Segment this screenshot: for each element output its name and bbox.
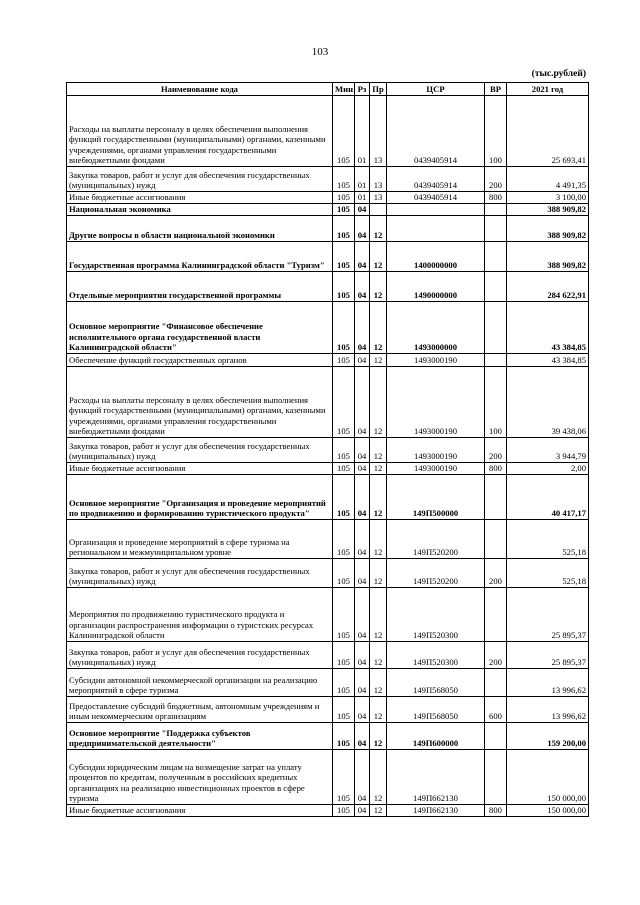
table-row	[67, 588, 589, 642]
cell-amount: 3 944,79	[507, 438, 589, 463]
cell-csr	[387, 216, 485, 242]
cell-pr: 12	[370, 216, 387, 242]
cell-pr: 12	[370, 354, 387, 367]
cell-min: 105	[333, 272, 355, 302]
cell-name: Субсидии автономной некоммерческой организации на реализацию мероприятий в сфере туризма	[67, 669, 333, 697]
cell-rz: 04	[355, 204, 370, 216]
header-rz: Рз	[355, 83, 370, 96]
cell-min: 105	[333, 367, 355, 438]
cell-min: 105	[333, 167, 355, 192]
cell-rz: 01	[355, 96, 370, 167]
cell-pr: 12	[370, 805, 387, 817]
cell-vr	[485, 475, 507, 520]
cell-amount: 13 996,62	[507, 669, 589, 697]
cell-vr	[485, 302, 507, 354]
cell-rz: 04	[355, 367, 370, 438]
cell-min: 105	[333, 723, 355, 750]
cell-vr	[485, 204, 507, 216]
cell-amount: 25 895,37	[507, 588, 589, 642]
cell-name: Закупка товаров, работ и услуг для обеспечения государственных (муниципальных) нужд	[67, 559, 333, 588]
cell-vr	[485, 216, 507, 242]
table-row	[67, 697, 589, 723]
cell-min: 105	[333, 805, 355, 817]
table-row	[67, 520, 589, 559]
cell-name: Иные бюджетные ассигнования	[67, 463, 333, 475]
cell-amount: 2,00	[507, 463, 589, 475]
cell-min: 105	[333, 669, 355, 697]
cell-name: Обеспечение функций государственных органов	[67, 354, 333, 367]
cell-min: 105	[333, 559, 355, 588]
cell-min: 105	[333, 520, 355, 559]
cell-vr: 800	[485, 463, 507, 475]
cell-amount: 4 491,35	[507, 167, 589, 192]
table-row	[67, 302, 589, 354]
cell-amount: 25 693,41	[507, 96, 589, 167]
cell-name: Мероприятия по продвижению туристического продукта и организации распространения информации о туристских ресурсах Калининградской области	[67, 588, 333, 642]
cell-rz: 04	[355, 750, 370, 805]
header-csr: ЦСР	[387, 83, 485, 96]
cell-csr: 1493000190	[387, 438, 485, 463]
cell-amount: 150 000,00	[507, 750, 589, 805]
header-pr: Пр	[370, 83, 387, 96]
cell-amount: 40 417,17	[507, 475, 589, 520]
cell-pr	[370, 204, 387, 216]
cell-rz: 04	[355, 520, 370, 559]
cell-min: 105	[333, 463, 355, 475]
table-row	[67, 167, 589, 192]
table-row	[67, 96, 589, 167]
cell-rz: 04	[355, 805, 370, 817]
cell-rz: 04	[355, 475, 370, 520]
cell-rz: 04	[355, 272, 370, 302]
cell-min: 105	[333, 242, 355, 272]
cell-vr: 600	[485, 697, 507, 723]
table-row	[67, 463, 589, 475]
cell-rz: 04	[355, 559, 370, 588]
cell-name: Основное мероприятие "Финансовое обеспечение исполнительного органа государственной власти Калининградской области"	[67, 302, 333, 354]
cell-rz: 04	[355, 723, 370, 750]
cell-csr: 149П662130	[387, 750, 485, 805]
cell-rz: 04	[355, 697, 370, 723]
cell-min: 105	[333, 204, 355, 216]
cell-min: 105	[333, 96, 355, 167]
cell-rz: 04	[355, 588, 370, 642]
page-number: 103	[311, 46, 329, 58]
table-row	[67, 750, 589, 805]
cell-amount: 388 909,82	[507, 204, 589, 216]
cell-pr: 13	[370, 96, 387, 167]
cell-name: Закупка товаров, работ и услуг для обеспечения государственных (муниципальных) нужд	[67, 642, 333, 669]
cell-rz: 04	[355, 463, 370, 475]
cell-name: Субсидии юридическим лицам на возмещение затрат на уплату процентов по кредитам, полученным в российских кредитных организациях на реализацию инвестиционных проектов в сфере туризма	[67, 750, 333, 805]
cell-name: Организация и проведение мероприятий в сфере туризма на региональном и межмуниципальном уровне	[67, 520, 333, 559]
cell-name: Иные бюджетные ассигнования	[67, 805, 333, 817]
cell-csr: 149П600000	[387, 723, 485, 750]
cell-amount: 39 438,06	[507, 367, 589, 438]
cell-name: Государственная программа Калининградской области "Туризм"	[67, 242, 333, 272]
cell-name: Закупка товаров, работ и услуг для обеспечения государственных (муниципальных) нужд	[67, 438, 333, 463]
cell-pr: 12	[370, 559, 387, 588]
cell-name: Предоставление субсидий бюджетным, автономным учреждениям и иным некоммерческим организациям	[67, 697, 333, 723]
cell-min: 105	[333, 302, 355, 354]
cell-pr: 12	[370, 475, 387, 520]
cell-csr: 149П568050	[387, 669, 485, 697]
cell-csr: 1490000000	[387, 272, 485, 302]
cell-amount: 43 384,85	[507, 354, 589, 367]
cell-pr: 12	[370, 642, 387, 669]
cell-amount: 159 200,00	[507, 723, 589, 750]
cell-min: 105	[333, 438, 355, 463]
cell-amount: 388 909,82	[507, 242, 589, 272]
cell-pr: 13	[370, 167, 387, 192]
cell-min: 105	[333, 475, 355, 520]
cell-csr: 1400000000	[387, 242, 485, 272]
header-vr: ВР	[485, 83, 507, 96]
cell-name: Другие вопросы в области национальной экономики	[67, 216, 333, 242]
cell-csr: 149П520200	[387, 520, 485, 559]
table-row	[67, 272, 589, 302]
cell-rz: 01	[355, 192, 370, 204]
table-row	[67, 559, 589, 588]
cell-vr	[485, 520, 507, 559]
cell-min: 105	[333, 588, 355, 642]
cell-min: 105	[333, 750, 355, 805]
table-row	[67, 438, 589, 463]
cell-amount: 13 996,62	[507, 697, 589, 723]
cell-amount: 150 000,00	[507, 805, 589, 817]
cell-vr: 100	[485, 367, 507, 438]
cell-rz: 04	[355, 302, 370, 354]
cell-min: 105	[333, 642, 355, 669]
cell-pr: 12	[370, 438, 387, 463]
table-row	[67, 242, 589, 272]
header-year: 2021 год	[507, 83, 589, 96]
table-row	[67, 669, 589, 697]
cell-pr: 12	[370, 588, 387, 642]
cell-csr: 0439405914	[387, 96, 485, 167]
cell-amount: 3 100,00	[507, 192, 589, 204]
cell-rz: 04	[355, 354, 370, 367]
table-row	[67, 367, 589, 438]
cell-min: 105	[333, 216, 355, 242]
cell-csr: 149П520300	[387, 588, 485, 642]
cell-pr: 12	[370, 367, 387, 438]
table-row	[67, 204, 589, 216]
cell-name: Основное мероприятие "Поддержка субъектов предпринимательской деятельности"	[67, 723, 333, 750]
cell-vr	[485, 669, 507, 697]
cell-rz: 04	[355, 242, 370, 272]
cell-rz: 04	[355, 216, 370, 242]
cell-pr: 12	[370, 272, 387, 302]
cell-vr: 200	[485, 438, 507, 463]
cell-vr: 200	[485, 167, 507, 192]
cell-name: Расходы на выплаты персоналу в целях обеспечения выполнения функций государственными (муниципальными) органами, казенными учреждениями, органами управления государственными внебюджетными фондами	[67, 367, 333, 438]
cell-vr	[485, 723, 507, 750]
cell-csr: 149П520200	[387, 559, 485, 588]
cell-csr: 1493000190	[387, 354, 485, 367]
cell-vr	[485, 588, 507, 642]
cell-csr: 149П520300	[387, 642, 485, 669]
cell-csr: 1493000190	[387, 367, 485, 438]
cell-pr: 13	[370, 192, 387, 204]
cell-vr	[485, 272, 507, 302]
cell-pr: 12	[370, 302, 387, 354]
cell-name: Национальная экономика	[67, 204, 333, 216]
cell-csr: 1493000190	[387, 463, 485, 475]
cell-pr: 12	[370, 520, 387, 559]
cell-vr: 800	[485, 805, 507, 817]
header-min: Мин	[333, 83, 355, 96]
table-row	[67, 805, 589, 817]
cell-rz: 04	[355, 669, 370, 697]
cell-vr	[485, 242, 507, 272]
cell-csr: 0439405914	[387, 167, 485, 192]
cell-amount: 388 909,82	[507, 216, 589, 242]
cell-name: Отдельные мероприятия государственной программы	[67, 272, 333, 302]
cell-pr: 12	[370, 750, 387, 805]
cell-name: Расходы на выплаты персоналу в целях обеспечения выполнения функций государственными (муниципальными) органами, казенными учреждениями, органами управления государственными внебюджетными фондами	[67, 96, 333, 167]
cell-vr: 200	[485, 642, 507, 669]
cell-amount: 284 622,91	[507, 272, 589, 302]
cell-csr: 0439405914	[387, 192, 485, 204]
cell-min: 105	[333, 697, 355, 723]
cell-min: 105	[333, 192, 355, 204]
header-name: Наименование кода	[67, 83, 333, 96]
cell-amount: 43 384,85	[507, 302, 589, 354]
cell-rz: 01	[355, 167, 370, 192]
table-header-row	[67, 83, 589, 96]
table-row	[67, 354, 589, 367]
cell-rz: 04	[355, 438, 370, 463]
cell-csr: 149П568050	[387, 697, 485, 723]
cell-name: Закупка товаров, работ и услуг для обеспечения государственных (муниципальных) нужд	[67, 167, 333, 192]
table-row	[67, 192, 589, 204]
units-label: (тыс.рублей)	[531, 69, 586, 79]
cell-rz: 04	[355, 642, 370, 669]
cell-pr: 12	[370, 669, 387, 697]
cell-vr: 200	[485, 559, 507, 588]
cell-csr: 1493000000	[387, 302, 485, 354]
cell-name: Основное мероприятие "Организация и проведение мероприятий по продвижению и формированию туристического продукта"	[67, 475, 333, 520]
cell-vr: 800	[485, 192, 507, 204]
cell-pr: 12	[370, 697, 387, 723]
cell-amount: 525,18	[507, 520, 589, 559]
table-row	[67, 216, 589, 242]
table-row	[67, 642, 589, 669]
cell-min: 105	[333, 354, 355, 367]
cell-amount: 25 895,37	[507, 642, 589, 669]
cell-pr: 12	[370, 463, 387, 475]
table-row	[67, 723, 589, 750]
table-row	[67, 475, 589, 520]
cell-csr: 149П662130	[387, 805, 485, 817]
budget-table	[66, 82, 589, 817]
cell-csr	[387, 204, 485, 216]
cell-vr: 100	[485, 96, 507, 167]
cell-name: Иные бюджетные ассигнования	[67, 192, 333, 204]
cell-csr: 149П500000	[387, 475, 485, 520]
cell-pr: 12	[370, 242, 387, 272]
cell-vr	[485, 750, 507, 805]
cell-pr: 12	[370, 723, 387, 750]
cell-vr	[485, 354, 507, 367]
cell-amount: 525,18	[507, 559, 589, 588]
